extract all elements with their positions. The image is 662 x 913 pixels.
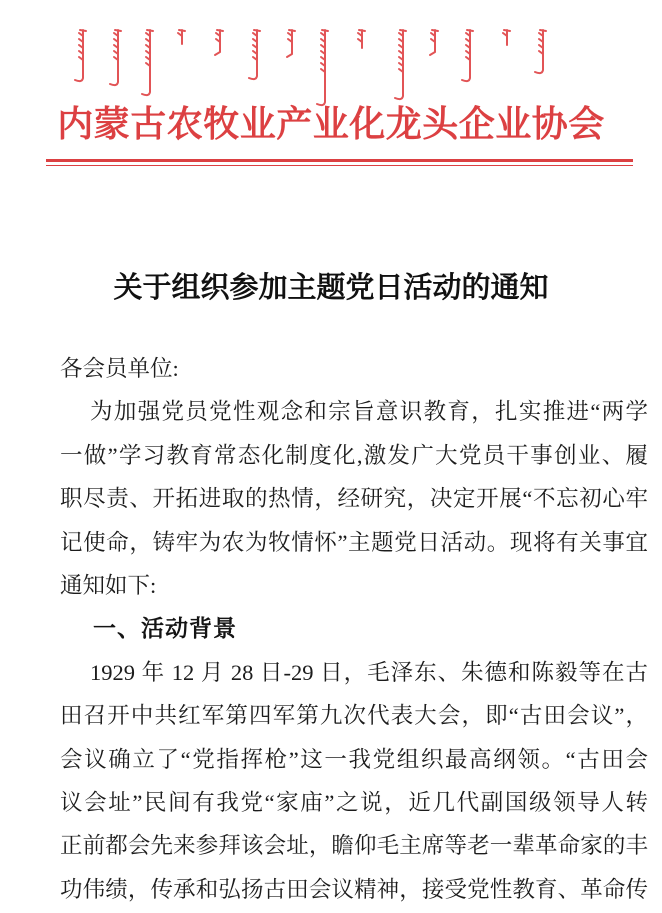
mongolian-word-glyph	[142, 30, 153, 95]
mongolian-word-glyph	[503, 30, 510, 45]
body-line: 1929 年 12 月 28 日-29 日，毛泽东、朱德和陈毅等在古	[90, 659, 648, 685]
mongolian-word-glyph	[317, 30, 328, 105]
header-divider	[46, 159, 633, 166]
body-line: 一做”学习教育常态化制度化,激发广大党员干事创业、履	[60, 442, 648, 468]
body-line: 功伟绩，传承和弘扬古田会议精神，接受党性教育、革命传	[60, 876, 648, 902]
body-line: 正前都会先来参拜该会址，瞻仰毛主席等老一辈革命家的丰	[60, 833, 648, 859]
mongolian-word-glyph	[249, 30, 260, 79]
body-line: 一、活动背景	[93, 615, 237, 642]
mongolian-word-glyph	[110, 30, 121, 85]
mongolian-word-glyph	[430, 30, 438, 55]
body-line: 职尽责、开拓进取的热情，经研究，决定开展“不忘初心牢	[60, 486, 648, 512]
document-body	[60, 347, 648, 911]
body-line: 记使命，铸牢为农为牧情怀”主题党日活动。现将有关事宜	[60, 529, 648, 555]
mongolian-word-glyph	[358, 30, 365, 48]
mongolian-word-glyph	[75, 30, 86, 81]
mongolian-word-glyph	[395, 30, 406, 99]
body-line: 田召开中共红军第四军第九次代表大会，即“古田会议”，	[60, 703, 648, 729]
org-title: 内蒙古农牧业产业化龙头企业协会	[57, 104, 605, 144]
mongolian-word-glyph	[215, 30, 223, 55]
mongolian-word-glyph	[178, 30, 185, 44]
mongolian-word-glyph	[462, 30, 473, 81]
document-title: 关于组织参加主题党日活动的通知	[113, 272, 549, 305]
body-line: 各会员单位:	[60, 356, 179, 381]
body-line: 为加强党员党性观念和宗旨意识教育，扎实推进“两学	[90, 399, 648, 425]
mongolian-word-glyph	[535, 30, 546, 73]
divider-thin-line	[46, 165, 633, 167]
body-line: 会议确立了“党指挥枪”这一我党组织最高纲领。“古田会	[60, 746, 648, 772]
body-line: 通知如下:	[60, 572, 157, 598]
mongolian-word-glyph	[287, 30, 295, 57]
body-line: 议会址”民间有我党“家庙”之说，近几代副国级领导人转	[60, 789, 648, 815]
